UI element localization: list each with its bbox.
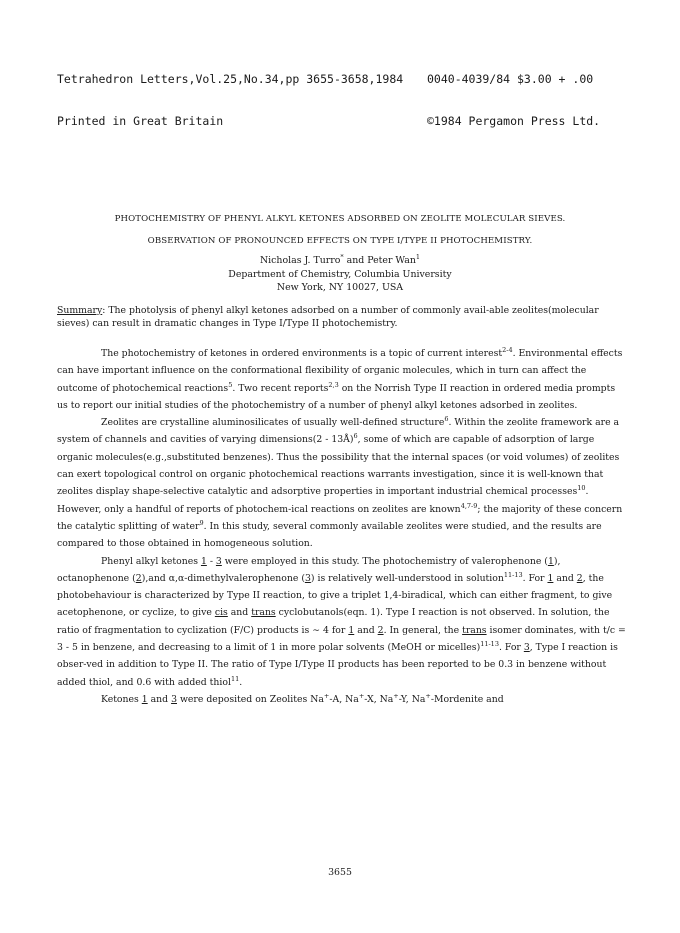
journal-citation xyxy=(57,44,403,156)
issn-price xyxy=(427,44,600,156)
text-run: isomer dominates, with t/c = 3 - 5 in benzene, and decreasing to a limit of 1 in more polar solvents (MeOH or micelles) xyxy=(57,624,626,654)
text-run: and xyxy=(354,624,378,636)
copyright-line: ©1984 Pergamon Press Ltd. xyxy=(427,114,601,128)
paragraph-1 xyxy=(57,345,627,414)
summary-text: : The photolysis of phenyl alkyl ketones adsorbed on a number of commonly avail-able zeolites(molecular sieves) can result in dramatic changes in Type I/Type II photochemistry. xyxy=(57,305,599,329)
text-run: -Y, Na xyxy=(398,693,426,705)
article-title-line-1: PHOTOCHEMISTRY OF PHENYL ALKYL KETONES ADSORBED ON ZEOLITE MOLECULAR SIEVES. xyxy=(114,214,566,224)
corresponding-mark: * xyxy=(340,253,344,261)
text-run: . xyxy=(239,676,243,688)
author-line xyxy=(0,254,680,267)
text-run: . For xyxy=(498,642,524,654)
compound-number: 1 xyxy=(547,555,554,567)
reference-mark: 11-13 xyxy=(480,640,499,649)
stereo-term: trans xyxy=(251,607,276,619)
reference-mark: 10 xyxy=(577,484,586,493)
text-run: ) is relatively well-understood in solution xyxy=(310,572,504,584)
reference-mark: 2,3 xyxy=(328,380,339,389)
text-run: and xyxy=(147,693,172,705)
compound-number: 1 xyxy=(141,693,148,705)
compound-number: 2 xyxy=(377,624,384,636)
cation-charge: + xyxy=(425,691,431,700)
compound-number: 3 xyxy=(523,642,530,654)
compound-number: 1 xyxy=(547,572,554,584)
text-run: . For xyxy=(522,572,548,584)
reference-mark: 4,7-9 xyxy=(460,501,478,510)
stereo-term: trans xyxy=(462,624,487,636)
article-body xyxy=(57,345,627,708)
compound-number: 1 xyxy=(348,624,355,636)
citation-line: Tetrahedron Letters,Vol.25,No.34,pp 3655-3658,1984 xyxy=(57,72,404,86)
text-run: . Within the zeolite framework are a system of channels and cavities of varying dimensions(2 - 13Å) xyxy=(57,417,620,446)
cation-charge: + xyxy=(358,691,365,700)
compound-number: 3 xyxy=(215,555,222,567)
author-conjunction: and xyxy=(343,255,368,266)
text-run: . In this study, several commonly available zeolites were studied, and the results are compared to those obtained in homogeneous solution. xyxy=(57,520,602,550)
affiliation-city: New York, NY 10027, USA xyxy=(276,282,404,293)
text-run: cyclobutanols(eqn. 1). Type I reaction is not observed. In solution, the ratio of fragmentation to cyclization (F/C) products is ∼ 4 for xyxy=(57,607,610,636)
author-wan: Peter Wan xyxy=(367,255,416,266)
text-run: , the photobehaviour is characterized by Type II reaction, to give a triplet 1,4-biradical, which can either fragment, to give acetophenone, or cyclize, to give xyxy=(57,572,613,619)
text-run: . However, only a handful of reports of photochem-ical reactions on zeolites are known xyxy=(57,486,589,515)
compound-number: 2 xyxy=(576,572,583,584)
reference-mark: 6 xyxy=(353,432,358,441)
text-run: - xyxy=(206,555,216,567)
paragraph-4 xyxy=(57,691,627,708)
compound-number: 1 xyxy=(200,555,207,567)
text-run: -A, Na xyxy=(329,693,359,705)
text-run: The photochemistry of ketones in ordered environments is a topic of current interest xyxy=(101,348,503,359)
text-run: , some of which are capable of adsorption of large organic molecules(e.g.,substituted benzenes). Thus the possibility that the internal spaces (or void volumes) of zeolites can exert topological control on organic photochemical reactions warrants investigation, since it is well-known that zeolites display shape-selective catalytic and adsorptive properties in important industrial chemical processes xyxy=(57,434,620,498)
text-run: , Type I reaction is obser-ved in addition to Type II. The ratio of Type I/Type II products has been reported to be 0.3 in benzene without added thiol, and 0.6 with added thiol xyxy=(57,642,618,688)
text-run: ), octanophenone ( xyxy=(57,555,561,584)
author-footnote-mark: 1 xyxy=(415,253,421,261)
reference-mark: 11 xyxy=(230,674,240,683)
paragraph-3 xyxy=(57,553,627,691)
reference-mark: 5 xyxy=(228,380,233,389)
page-number: 3655 xyxy=(328,867,352,878)
text-run: and xyxy=(553,572,577,584)
text-run: -X, Na xyxy=(364,693,394,705)
reference-mark: 2-4 xyxy=(502,346,513,354)
compound-number: 3 xyxy=(304,572,311,584)
text-run: . Two recent reports xyxy=(232,382,329,394)
text-run: ; the majority of these concern the catalytic splitting of water xyxy=(57,503,623,532)
text-run: were employed in this study. The photochemistry of valerophenone ( xyxy=(221,555,548,567)
cation-charge: + xyxy=(393,691,399,700)
text-run: . In general, the xyxy=(383,624,463,636)
article-title-line-2: OBSERVATION OF PRONOUNCED EFFECTS ON TYPE I/TYPE II PHOTOCHEMISTRY. xyxy=(147,236,533,246)
reference-mark: 11-13 xyxy=(503,570,523,579)
author-turro: Nicholas J. Turro xyxy=(259,255,341,266)
stereo-term: cis xyxy=(214,607,228,619)
text-run: on the Norrish Type II reaction in ordered media prompts us to report our initial studies of the photochemistry of a number of phenyl alkyl ketones adsorbed in zeolites. xyxy=(57,382,616,411)
affiliation-department: Department of Chemistry, Columbia University xyxy=(228,269,452,280)
text-run: -Mordenite and xyxy=(430,693,504,705)
text-run: were deposited on Zeolites Na xyxy=(177,693,324,705)
paragraph-2 xyxy=(57,414,627,552)
text-run: ),and α,α-dimethylvalerophenone ( xyxy=(141,572,305,584)
reference-mark: 9 xyxy=(199,518,204,527)
summary-label: Summary xyxy=(57,305,103,316)
text-run: . Environmental effects can have important influence on the conformational flexibility of organic molecules, which in turn can affect the outcome of photochemical reactions xyxy=(57,348,623,394)
issn-line: 0040-4039/84 $3.00 + .00 xyxy=(427,72,594,86)
summary-paragraph xyxy=(57,305,627,330)
text-run: Ketones xyxy=(101,693,142,705)
reference-mark: 6 xyxy=(444,415,449,424)
printed-in-line: Printed in Great Britain xyxy=(57,114,224,128)
text-run: and xyxy=(227,607,252,619)
cation-charge: + xyxy=(323,691,330,700)
text-run: Zeolites are crystalline aluminosilicates of usually well-defined structure xyxy=(101,417,445,429)
compound-number: 2 xyxy=(135,572,142,584)
compound-number: 3 xyxy=(171,693,177,705)
text-run: Phenyl alkyl ketones xyxy=(101,555,201,567)
